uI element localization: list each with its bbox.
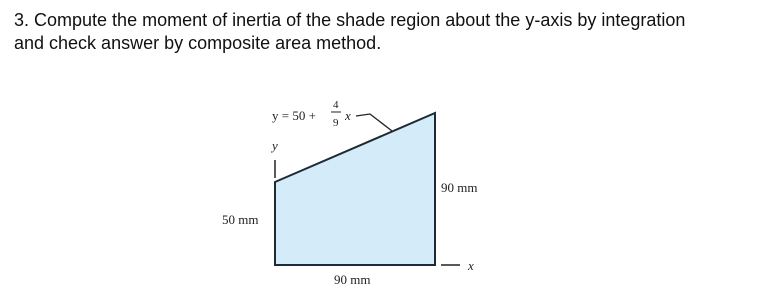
problem-line-2: and check answer by composite area method. <box>14 33 382 53</box>
x-axis-label: x <box>468 258 474 273</box>
y-axis-label: y <box>272 138 278 153</box>
problem-line-1: 3. Compute the moment of inertia of the shade region about the y-axis by integration <box>14 10 686 30</box>
equation-variable: x <box>345 108 351 123</box>
equation-numerator: 4 <box>333 99 339 111</box>
right-height-label: 90 mm <box>441 180 478 195</box>
equation-denominator: 9 <box>333 117 339 129</box>
left-height-label: 50 mm <box>222 212 259 227</box>
equation-leader-line <box>356 114 392 131</box>
base-width-label: 90 mm <box>334 272 371 287</box>
shaded-region <box>275 113 435 265</box>
equation-prefix: y = 50 + <box>272 108 316 123</box>
